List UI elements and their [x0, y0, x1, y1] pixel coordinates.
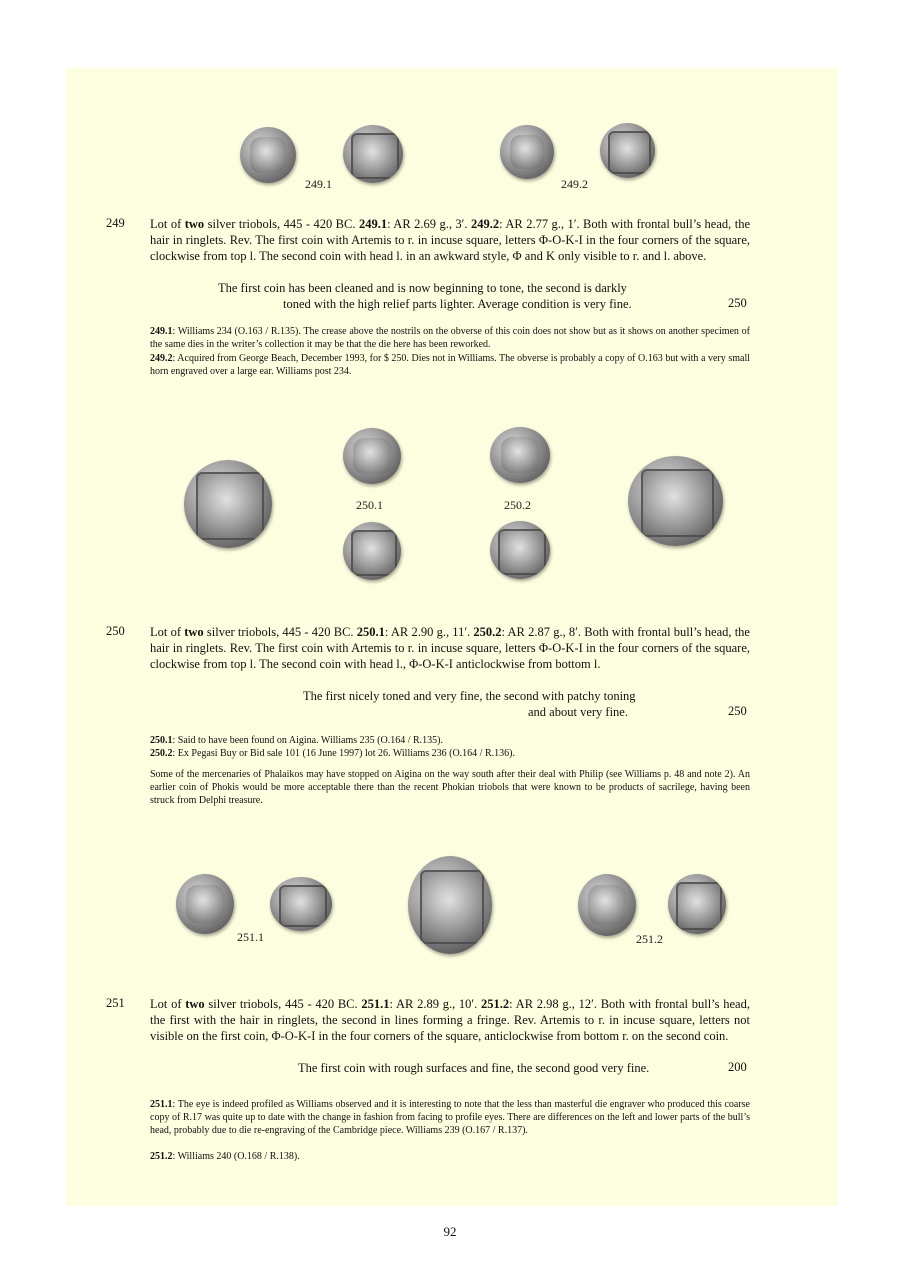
condition-line-1: The first nicely toned and very fine, the second with patchy toning: [303, 689, 636, 703]
commentary-note: Some of the mercenaries of Phalaikos may have stopped on Aigina on the way south after their deal with Philip (see Williams p. 48 and note 2). An earlier coin of Phokis would be more acceptable there than the recent Phokian triobols that were known to be products of sacrilege, having been struck from Delphi treasure.: [150, 769, 750, 806]
coin-249-2-obverse-image: [500, 125, 554, 179]
footnote: 250.1: Said to have been found on Aigina. Williams 235 (O.164 / R.135).: [150, 735, 443, 746]
lot-description: Lot of two silver triobols, 445 - 420 BC. 251.1: AR 2.89 g., 10′. 251.2: AR 2.98 g., 12′. Both with frontal bull’s head, the first with the hair in ringlets, the second in lines forming a fringe. Rev. Artemis to r. in incuse square, letters not visible on the first coin, Φ-O-K-I in the four corners of the square, anticlockwise from bottom r. on the second coin.: [150, 997, 750, 1043]
lot-number: 250: [106, 624, 125, 638]
page-number: 92: [443, 1224, 457, 1239]
coin-249-2-reverse-image: [600, 123, 655, 178]
coin-249-1-reverse-image: [343, 125, 403, 183]
caption-249-2: 249.2: [561, 177, 588, 191]
coin-250-1-reverse-image: [343, 522, 401, 580]
caption-250-2: 250.2: [504, 498, 531, 512]
estimate-price: 200: [728, 1060, 747, 1074]
coin-250-2-obverse-image: [490, 427, 550, 483]
footnote: 250.2: Ex Pegasi Buy or Bid sale 101 (16 June 1997) lot 26. Williams 236 (O.164 / R.136).: [150, 748, 515, 759]
condition-line-1: The first coin has been cleaned and is now beginning to tone, the second is darkly: [218, 281, 627, 295]
coin-251-1-obverse-image: [176, 874, 234, 934]
condition-line-2: and about very fine.: [528, 705, 628, 719]
caption-249-1: 249.1: [305, 177, 332, 191]
estimate-price: 250: [728, 296, 747, 310]
lot-number: 249: [106, 216, 125, 230]
coin-251-1-reverse-image: [270, 877, 332, 931]
coin-249-1-obverse-image: [240, 127, 296, 183]
lot-number: 251: [106, 996, 125, 1010]
caption-251-2: 251.2: [636, 932, 663, 946]
lot-description: Lot of two silver triobols, 445 - 420 BC. 250.1: AR 2.90 g., 11′. 250.2: AR 2.87 g., 8′. Both with frontal bull’s head, the hair in ringlets. Rev. The first coin with Artemis to r. in incuse square, letters Φ-O-K-I in the four corners of the square, clockwise from top l. The second coin with head l., Φ-O-K-I anticlockwise from bottom l.: [150, 625, 750, 671]
coin-251-2-reverse-image: [668, 874, 726, 934]
caption-251-1: 251.1: [237, 930, 264, 944]
condition-line-2: toned with the high relief parts lighter. Average condition is very fine.: [283, 297, 632, 311]
footnote: 251.1: The eye is indeed profiled as Williams observed and it is interesting to note that the less than masterful die engraver who produced this coarse copy of R.17 was quite up to date with the change in fashion from facing to profile eyes. There are differences on the left and lower parts of the bull’s head, probably due to die re-engraving of the Cambridge piece. Williams 239 (O.167 / R.137).: [150, 1099, 750, 1136]
coin-250-enlarged-reverse-image: [184, 460, 272, 548]
coin-251-2-obverse-image: [578, 874, 636, 936]
lot-description: Lot of two silver triobols, 445 - 420 BC. 249.1: AR 2.69 g., 3′. 249.2: AR 2.77 g., 1′. Both with frontal bull’s head, the hair in ringlets. Rev. The first coin with Artemis to r. in incuse square, letters Φ-O-K-I in the four corners of the square, clockwise from top l. The second coin with head l. in an awkward style, Φ and K only visible to r. and l. above.: [150, 217, 750, 263]
condition-line-1: The first coin with rough surfaces and fine, the second good very fine.: [298, 1061, 650, 1075]
footnote: 251.2: Williams 240 (O.168 / R.138).: [150, 1151, 300, 1162]
coin-250-1-obverse-image: [343, 428, 401, 484]
coin-251-enlarged-reverse-image: [408, 856, 492, 954]
footnote: 249.1: Williams 234 (O.163 / R.135). The crease above the nostrils on the obverse of this coin does not show but as it shows on another specimen of the same dies in the writer’s collection it may be that the die here has been reworked.: [150, 326, 750, 350]
footnote: 249.2: Acquired from George Beach, December 1993, for $ 250. Dies not in Williams. The obverse is probably a copy of O.163 but with a very small horn engraved over a large ear. Williams post 234.: [150, 353, 750, 377]
caption-250-1: 250.1: [356, 498, 383, 512]
coin-250-enlarged-reverse-image: [628, 456, 723, 546]
coin-250-2-reverse-image: [490, 521, 550, 579]
estimate-price: 250: [728, 704, 747, 718]
